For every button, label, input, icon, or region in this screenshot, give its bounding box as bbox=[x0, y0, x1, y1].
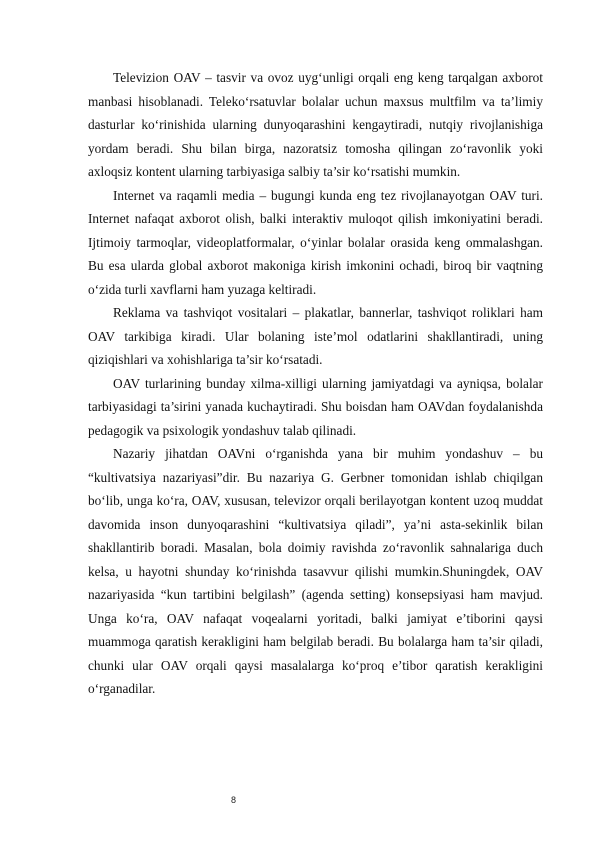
paragraph-media-diversity: OAV turlarining bunday xilma-xilligi ularning jamiyatdagi va ayniqsa, bolalar tarbiyasidagi ta’sirini yanada kuchaytiradi. Shu boisdan ham OAVdan foydalanishda pedagogik va psixologik yondashuv talab qilinadi. bbox=[88, 375, 543, 438]
page-number: 8 bbox=[231, 795, 237, 805]
paragraph-cultivation-theory: Nazariy jihatdan OAVni o‘rganishda yana bir muhim yondashuv – bu “kultivatsiya nazariyasi”dir. Bu nazariya G. Gerbner tomonidan ishlab chiqilgan bo‘lib, unga ko‘ra, OAV, xususan, televizor orqali berilayotgan kontent uzoq muddat davomida inson dunyoqarashini “kultivatsiya qiladi”, ya’ni asta-sekinlik bilan shakllantirib boradi. Masalan, bola doimiy ravishda zo‘ravonlik sahnalariga duch kelsa, u hayotni shunday ko‘rinishda tasavvur qilishi mumkin.Shuningdek, OAV nazariyasida “kun tartibini belgilash” (agenda setting) konsepsiyasi ham mavjud. Unga ko‘ra, OAV nafaqat voqealarni yoritadi, balki jamiyat e’tiborini qaysi muammoga qaratish kerakligini ham belgilab beradi. Bu bolalarga ham ta’sir qiladi, chunki ular OAV orqali qaysi masalalarga ko‘proq e’tibor qaratish kerakligini o‘rganadilar. bbox=[88, 446, 543, 696]
paragraph-television-media: Televizion OAV – tasvir va ovoz uyg‘unligi orqali eng keng tarqalgan axborot manbasi hisoblanadi. Teleko‘rsatuvlar bolalar uchun maxsus multfilm va ta’limiy dasturlar ko‘rinishida ularning dunyoqarashini kengaytiradi, nutqiy rivojlanishiga yordam beradi. Shu bilan birga, nazoratsiz tomosha qilingan zo‘ravonlik yoki axloqsiz kontent ularning tarbiyasiga salbiy ta’sir ko‘rsatishi mumkin. bbox=[88, 70, 543, 179]
paragraph-internet-media: Internet va raqamli media – bugungi kunda eng tez rivojlanayotgan OAV turi. Internet nafaqat axborot olish, balki interaktiv muloqot qilish imkoniyatini beradi. Ijtimoiy tarmoqlar, videoplatformalar, o‘yinlar bolalar orasida keng ommalashgan. Bu esa ularda global axborot makoniga kirish imkonini ochadi, biroq bir vaqtning o‘zida turli xavflarni ham yuzaga keltiradi. bbox=[88, 187, 543, 297]
paragraph-advertising: Reklama va tashviqot vositalari – plakatlar, bannerlar, tashviqot roliklari ham OAV tarkibiga kiradi. Ular bolaning iste’mol odatlarini shakllantiradi, uning qiziqishlari va xohishlariga ta’sir ko‘rsatadi. bbox=[88, 305, 543, 367]
document-page bbox=[88, 66, 543, 701]
